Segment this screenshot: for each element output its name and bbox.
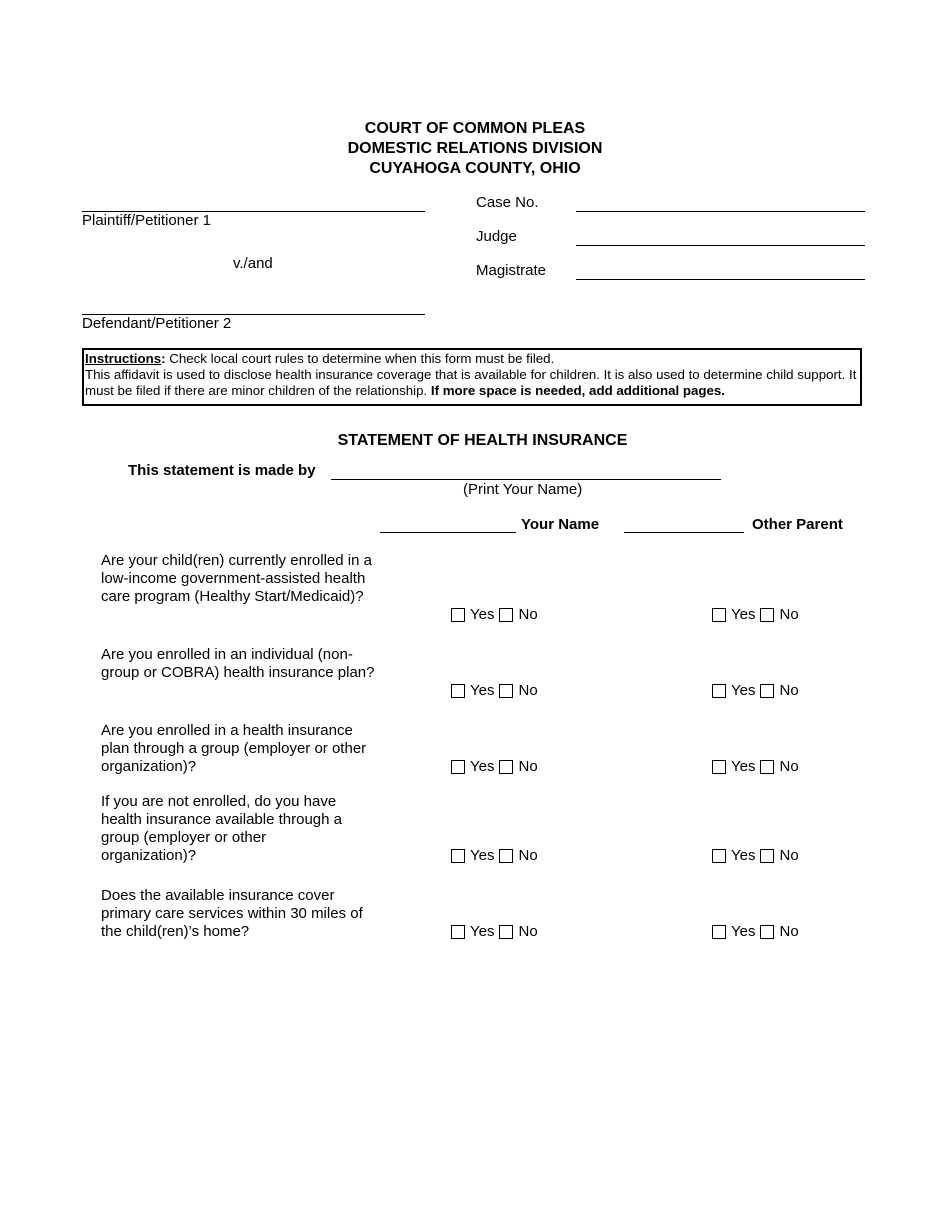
q5-other-no-checkbox[interactable] [760, 925, 774, 939]
court-name: COURT OF COMMON PLEAS [364, 120, 586, 137]
judge-field[interactable] [576, 245, 865, 246]
yes-label: Yes [470, 923, 495, 940]
magistrate-label: Magistrate [476, 262, 547, 279]
county-name: CUYAHOGA COUNTY, OHIO [369, 160, 581, 177]
question-2: Are you enrolled in an individual (non-group or COBRA) health insurance plan? [101, 646, 375, 681]
q3-other-no-checkbox[interactable] [760, 760, 774, 774]
q1-your-no-checkbox[interactable] [499, 608, 513, 622]
q4-your-no-checkbox[interactable] [499, 849, 513, 863]
plaintiff-label: Plaintiff/Petitioner 1 [82, 212, 211, 229]
judge-label: Judge [476, 228, 517, 245]
q5-your-name-options [451, 923, 538, 941]
q3-other-yes-checkbox[interactable] [712, 760, 726, 774]
instructions-body: This affidavit is used to disclose health insurance coverage that is available for children. It is also used to determine child support. It must be filed if there are minor children of the relationship. [85, 367, 857, 398]
no-label: No [779, 682, 799, 699]
q5-other-yes-checkbox[interactable] [712, 925, 726, 939]
question-1: Are your child(ren) currently enrolled in a low-income government-assisted health care program (Healthy Start/Medicaid)? [101, 552, 372, 605]
statement-title: STATEMENT OF HEALTH INSURANCE [337, 432, 628, 449]
q1-your-yes-checkbox[interactable] [451, 608, 465, 622]
q4-other-parent-options [712, 847, 799, 865]
col-your-name: Your Name [521, 516, 600, 533]
q1-your-name-options [451, 606, 538, 624]
q3-your-yes-checkbox[interactable] [451, 760, 465, 774]
col-other-parent: Other Parent [752, 516, 843, 533]
no-label: No [779, 847, 799, 864]
q1-other-no-checkbox[interactable] [760, 608, 774, 622]
instructions-bold-tail: If more space is needed, add additional pages. [430, 383, 725, 398]
q2-other-yes-checkbox[interactable] [712, 684, 726, 698]
magistrate-field[interactable] [576, 279, 865, 280]
instructions-line1: Check local court rules to determine when this form must be filed. [165, 351, 555, 366]
yes-label: Yes [731, 923, 756, 940]
question-3: Are you enrolled in a health insurance plan through a group (employer or other organization)? [101, 722, 367, 775]
yes-label: Yes [470, 606, 495, 623]
yes-label: Yes [731, 682, 756, 699]
yes-label: Yes [470, 758, 495, 775]
no-label: No [779, 758, 799, 775]
yes-label: Yes [731, 758, 756, 775]
no-label: No [518, 606, 538, 623]
q4-your-yes-checkbox[interactable] [451, 849, 465, 863]
yes-label: Yes [470, 847, 495, 864]
instructions-heading: Instructions [85, 351, 162, 366]
q2-your-no-checkbox[interactable] [499, 684, 513, 698]
question-5: Does the available insurance cover primary care services within 30 miles of the child(ren)’s home? [101, 887, 363, 940]
defendant-label: Defendant/Petitioner 2 [82, 315, 232, 332]
yes-label: Yes [731, 847, 756, 864]
case-no-label: Case No. [476, 194, 539, 211]
division-name: DOMESTIC RELATIONS DIVISION [347, 140, 603, 157]
no-label: No [518, 758, 538, 775]
instructions-body-block [85, 367, 859, 399]
q5-your-no-checkbox[interactable] [499, 925, 513, 939]
made-by-label: This statement is made by [128, 462, 316, 479]
q2-your-yes-checkbox[interactable] [451, 684, 465, 698]
instructions-box [82, 348, 862, 406]
yes-label: Yes [470, 682, 495, 699]
q4-other-yes-checkbox[interactable] [712, 849, 726, 863]
q4-your-name-options [451, 847, 538, 865]
q3-your-name-options [451, 758, 538, 776]
your-name-blank[interactable] [380, 532, 516, 533]
q5-your-yes-checkbox[interactable] [451, 925, 465, 939]
q1-other-parent-options [712, 606, 799, 624]
q2-other-parent-options [712, 682, 799, 700]
no-label: No [518, 923, 538, 940]
question-4: If you are not enrolled, do you have health insurance available through a group (employer or other organization)? [101, 793, 343, 864]
q2-your-name-options [451, 682, 538, 700]
case-no-field[interactable] [576, 211, 865, 212]
q3-your-no-checkbox[interactable] [499, 760, 513, 774]
made-by-field[interactable] [331, 479, 721, 480]
versus-label: v./and [233, 255, 273, 272]
yes-label: Yes [731, 606, 756, 623]
instructions-colon: : [161, 351, 166, 366]
no-label: No [779, 923, 799, 940]
q2-other-no-checkbox[interactable] [760, 684, 774, 698]
other-parent-blank[interactable] [624, 532, 744, 533]
no-label: No [518, 682, 538, 699]
q1-other-yes-checkbox[interactable] [712, 608, 726, 622]
q4-other-no-checkbox[interactable] [760, 849, 774, 863]
no-label: No [518, 847, 538, 864]
instructions-first-line [85, 351, 859, 367]
q3-other-parent-options [712, 758, 799, 776]
no-label: No [779, 606, 799, 623]
court-header [0, 119, 950, 179]
print-name-hint: (Print Your Name) [463, 481, 583, 498]
q5-other-parent-options [712, 923, 799, 941]
